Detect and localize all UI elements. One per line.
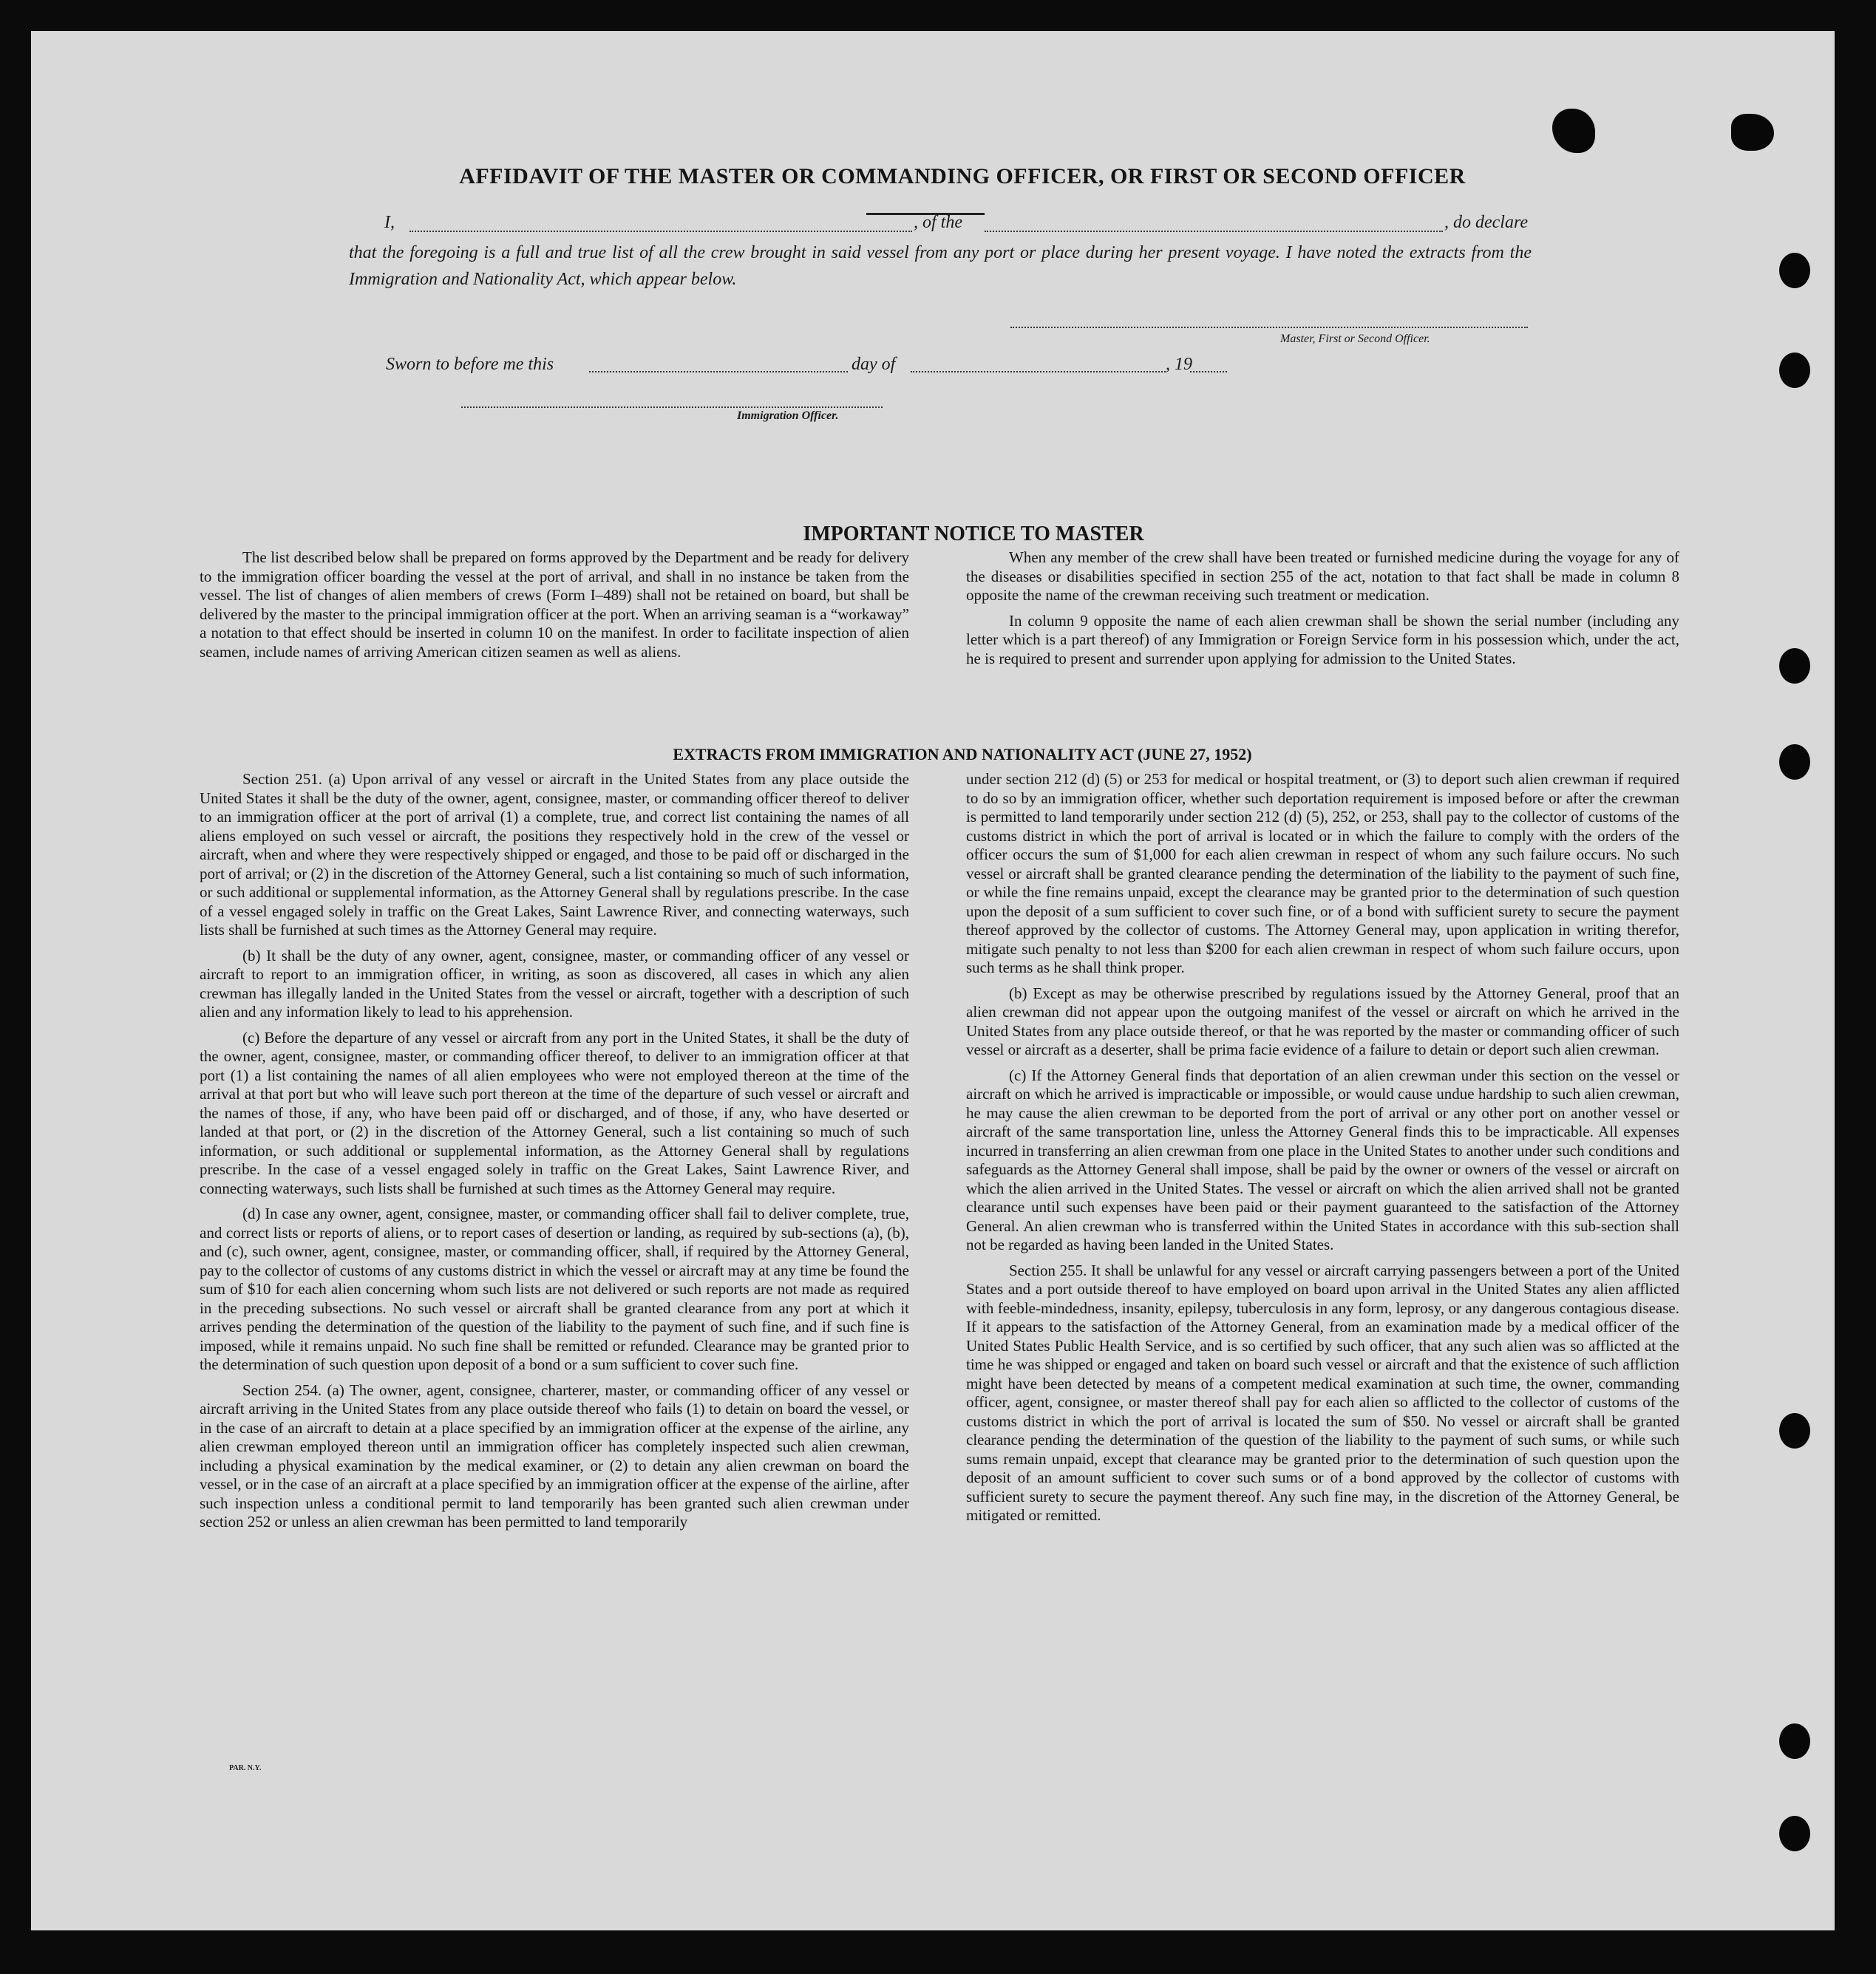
punch-hole xyxy=(1779,253,1810,288)
punch-hole xyxy=(1779,648,1810,684)
vessel-field-line[interactable] xyxy=(985,231,1443,232)
section-paragraph: (c) Before the departure of any vessel or aircraft from any port in the United States, it shall be the duty of the owner, agent, consignee, master, or commanding officer thereof, to deliver to an immigration officer at that port (1) a list containing the names of all alien employees who were not employed thereon at the time of the arrival at that port but who will leave such port thereon at the time of the departure of such vessel or aircraft and the names of those, if any, who have been paid off or discharged, and of those, if any, who have deserted or landed at that port, or (2) in the discretion of the Attorney General, such a list containing so much of such information, or such additional or supplemental information, as the Attorney General shall by regulations prescribe. In the case of a vessel engaged solely in traffic on the Great Lakes, Saint Lawrence River, and connecting waterways, such lists shall be furnished at such times as the Attorney General may require. xyxy=(200,1028,909,1197)
extracts-right-column xyxy=(966,770,1679,1532)
master-signature-line[interactable] xyxy=(1010,327,1528,328)
notice-title: IMPORTANT NOTICE TO MASTER xyxy=(803,523,1144,545)
section-paragraph: Section 254. (a) The owner, agent, consignee, charterer, master, or commanding officer of any vessel or aircraft arriving in the United States from any place outside thereof who fails (1) to detain on board the vessel, or in the case of an aircraft to detain at a place specified by an immigration officer at the expense of the airline, any alien crewman employed thereon until an immigration officer has completely inspected such alien crewman, including a physical examination by the medical examiner, or (2) to detain any alien crewman on board the vessel, or in the case of an aircraft at a place specified by an immigration officer at the expense of the airline, after such inspection unless a conditional permit to land temporarily has been granted such alien crewman under section 252 or unless an alien crewman has been permitted to land temporarily xyxy=(200,1381,909,1531)
section-paragraph: (b) Except as may be otherwise prescribed by regulations issued by the Attorney General, proof that an alien crewman did not appear upon the outgoing manifest of the vessel or aircraft on which he arrived in the United States from any place outside thereof, or that he was reported by the master or commanding officer of such vessel or aircraft as a deserter, shall be prima facie evidence of a failure to detain or deport such alien crewman. xyxy=(966,984,1679,1058)
sworn-date-line[interactable] xyxy=(589,371,848,372)
punch-hole xyxy=(1779,744,1810,780)
year-line[interactable] xyxy=(1190,371,1227,372)
officer-signature-line[interactable] xyxy=(461,406,883,408)
notice-paragraph: When any member of the crew shall have been treated or furnished medicine during the voyage for any of the diseases or disabilities specified in section 255 of the act, notation to that fact shall be made in column 8 opposite the name of the crewman receiving such treatment or medication. xyxy=(966,548,1679,604)
section-paragraph: (b) It shall be the duty of any owner, agent, consignee, master, or commanding officer of any vessel or aircraft to report to an immigration officer, in writing, as soon as discovered, all cases in which any alien crewman has illegally landed in the United States from the vessel or aircraft, together with a description of such alien and any information likely to lead to his apprehension. xyxy=(200,946,909,1021)
extracts-title: EXTRACTS FROM IMMIGRATION AND NATIONALITY ACT (JUNE 27, 1952) xyxy=(673,745,1252,763)
affidavit-body: that the foregoing is a full and true list of all the crew brought in said vessel from any port or place during her present voyage. I have noted the extracts from the Immigration and Nationality Act, which appear below. xyxy=(349,243,1532,289)
affidavit-title: AFFIDAVIT OF THE MASTER OR COMMANDING OFFICER, OR FIRST OR SECOND OFFICER xyxy=(459,164,1466,188)
day-of-label: day of xyxy=(852,355,896,374)
ink-blot-right xyxy=(1731,114,1774,151)
affidavit-of-the: , of the xyxy=(914,213,962,232)
notice-right-column xyxy=(966,548,1679,675)
document-page xyxy=(31,31,1835,1930)
section-paragraph: Section 251. (a) Upon arrival of any vessel or aircraft in the United States from any place outside the United States it shall be the duty of the owner, agent, consignee, master, or commanding officer thereof to deliver to an immigration officer at the port of arrival (1) a complete, true, and correct list containing the names of all aliens employed on such vessel or aircraft, the positions they respectively hold in the crew of the vessel or aircraft, when and where they were respectively shipped or engaged, and those to be paid off or discharged in the port of arrival; or (2) in the discretion of the Attorney General, such a list containing so much of such information, or such additional or supplemental information, as the Attorney General shall by regulations prescribe. In the case of a vessel engaged solely in traffic on the Great Lakes, Saint Lawrence River, and connecting waterways, such lists shall be furnished at such times as the Attorney General may require. xyxy=(200,770,909,939)
affidavit-i: I, xyxy=(384,213,395,232)
master-caption: Master, First or Second Officer. xyxy=(1280,333,1430,345)
notice-paragraph: The list described below shall be prepared on forms approved by the Department and be ready for delivery to the immigration officer boarding the vessel at the port of arrival, and shall in no instance be taken from the vessel. The list of changes of alien members of crews (Form I–489) shall not be retained on board, but shall be delivered by the master to the principal immigration officer at the port. When an arriving seaman is a “workaway” a notation to that effect should be inserted in column 10 on the manifest. In order to facilitate inspection of alien seamen, include names of arriving American citizen seamen as well as aliens. xyxy=(200,548,909,661)
notice-paragraph: In column 9 opposite the name of each alien crewman shall be shown the serial number (including any letter which is a part thereof) of any Immigration or Foreign Service form in his possession which, under the act, he is required to present and surrender upon applying for admission to the United States. xyxy=(966,611,1679,667)
punch-hole xyxy=(1779,1413,1810,1449)
section-paragraph: Section 255. It shall be unlawful for any vessel or aircraft carrying passengers between a port of the United States and a port outside thereof to have employed on board upon arrival in the United States any alien afflicted with feeble-mindedness, insanity, epilepsy, tuberculosis in any form, leprosy, or any dangerous contagious disease. If it appears to the satisfaction of the Attorney General, from an examination made by a medical officer of the United States Public Health Service, and is so certified by such officer, that any such alien was so afflicted at the time he was shipped or engaged and taken on board such vessel or aircraft and that the existence of such affliction might have been detected by means of a competent medical examination at such time, the owner, commanding officer, agent, consignee, or master thereof shall pay for each alien so afflicted to the collector of customs of the customs district in which the port of arrival is located the sum of $50. No vessel or aircraft shall be granted clearance pending the determination of the question of the liability to the payment of such sums, or while such sums remain unpaid, except that clearance may be granted prior to the determination of such question upon the deposit of an amount sufficient to cover such sums or of a bond approved by the collector of customs with sufficient surety to secure the payment thereof. Any such fine may, in the discretion of the Attorney General, be mitigated or remitted. xyxy=(966,1261,1679,1524)
month-line[interactable] xyxy=(911,371,1166,372)
printer-mark: PAR. N.Y. xyxy=(229,1764,262,1772)
year-label: , 19 xyxy=(1166,355,1192,374)
extracts-left-column xyxy=(200,770,909,1539)
punch-hole xyxy=(1779,1816,1810,1851)
punch-hole xyxy=(1779,353,1810,388)
punch-hole xyxy=(1779,1723,1810,1759)
ink-blot-left xyxy=(1552,109,1595,153)
sworn-label: Sworn to before me this xyxy=(386,355,554,374)
section-paragraph: (c) If the Attorney General finds that deportation of an alien crewman under this section on the vessel or aircraft on which he arrived is impracticable or impossible, or would cause undue hardship to such alien crewman, he may cause the alien crewman to be deported from the port of arrival or any other port on another vessel or aircraft of the same transportation line, unless the Attorney General finds this to be impracticable. All expenses incurred in transferring an alien crewman from one place in the United States to another under such conditions and safeguards as the Attorney General shall impose, shall be paid by the owner or owners of the vessel or aircraft on which the alien arrived in the United States. The vessel or aircraft on which the alien arrived shall not be granted clearance until such expenses have been paid or their payment guaranteed to the satisfaction of the Attorney General. An alien crewman who is transferred within the United States in accordance with this sub-section shall not be regarded as having been landed in the United States. xyxy=(966,1066,1679,1253)
name-field-line[interactable] xyxy=(409,231,912,232)
notice-left-column xyxy=(200,548,909,668)
section-paragraph: (d) In case any owner, agent, consignee, master, or commanding officer shall fail to deliver complete, true, and correct lists or reports of aliens, or to report cases of desertion or landing, as required by sub-sections (a), (b), and (c), such owner, agent, consignee, master, or commanding officer, shall, if required by the Attorney General, pay to the collector of customs of any customs district in which the vessel or aircraft may at any time be found the sum of $10 for each alien concerning whom such lists are not delivered or such reports are not made as required in the preceding subsections. No such vessel or aircraft shall be granted clearance from any port at which it arrives pending the determination of the question of the liability to the payment of such fine, and if such fine is imposed, while it remains unpaid. No such fine shall be remitted or refunded. Clearance may be granted prior to the determination of such question upon deposit of a bond or a sum sufficient to cover such fine. xyxy=(200,1205,909,1373)
officer-caption: Immigration Officer. xyxy=(737,409,839,422)
affidavit-do-declare: , do declare xyxy=(1444,213,1529,232)
section-paragraph: under section 212 (d) (5) or 253 for medical or hospital treatment, or (3) to deport such alien crewman if required to do so by an immigration officer, whether such deportation requirement is imposed before or after the crewman is permitted to land temporarily under section 212 (d) (5), 252, or 253, shall pay to the collector of customs of the customs district in which the port of arrival is located or in which the failure to comply with the orders of the officer occurs the sum of $1,000 for each alien crewman in respect of whom any such failure occurs. No such vessel or aircraft shall be granted clearance pending the determination of the liability to the payment of such fine, or while the fine remains unpaid, except the clearance may be granted prior to the determination of such question upon the deposit of a sum sufficient to cover such fine, or of a bond with sufficient surety to secure the payment thereof approved by the collector of customs. The Attorney General may, upon application in writing therefor, mitigate such penalty to not less than $200 for each alien crewman in respect of whom such failure occurs, upon such terms as he shall think proper. xyxy=(966,770,1679,976)
